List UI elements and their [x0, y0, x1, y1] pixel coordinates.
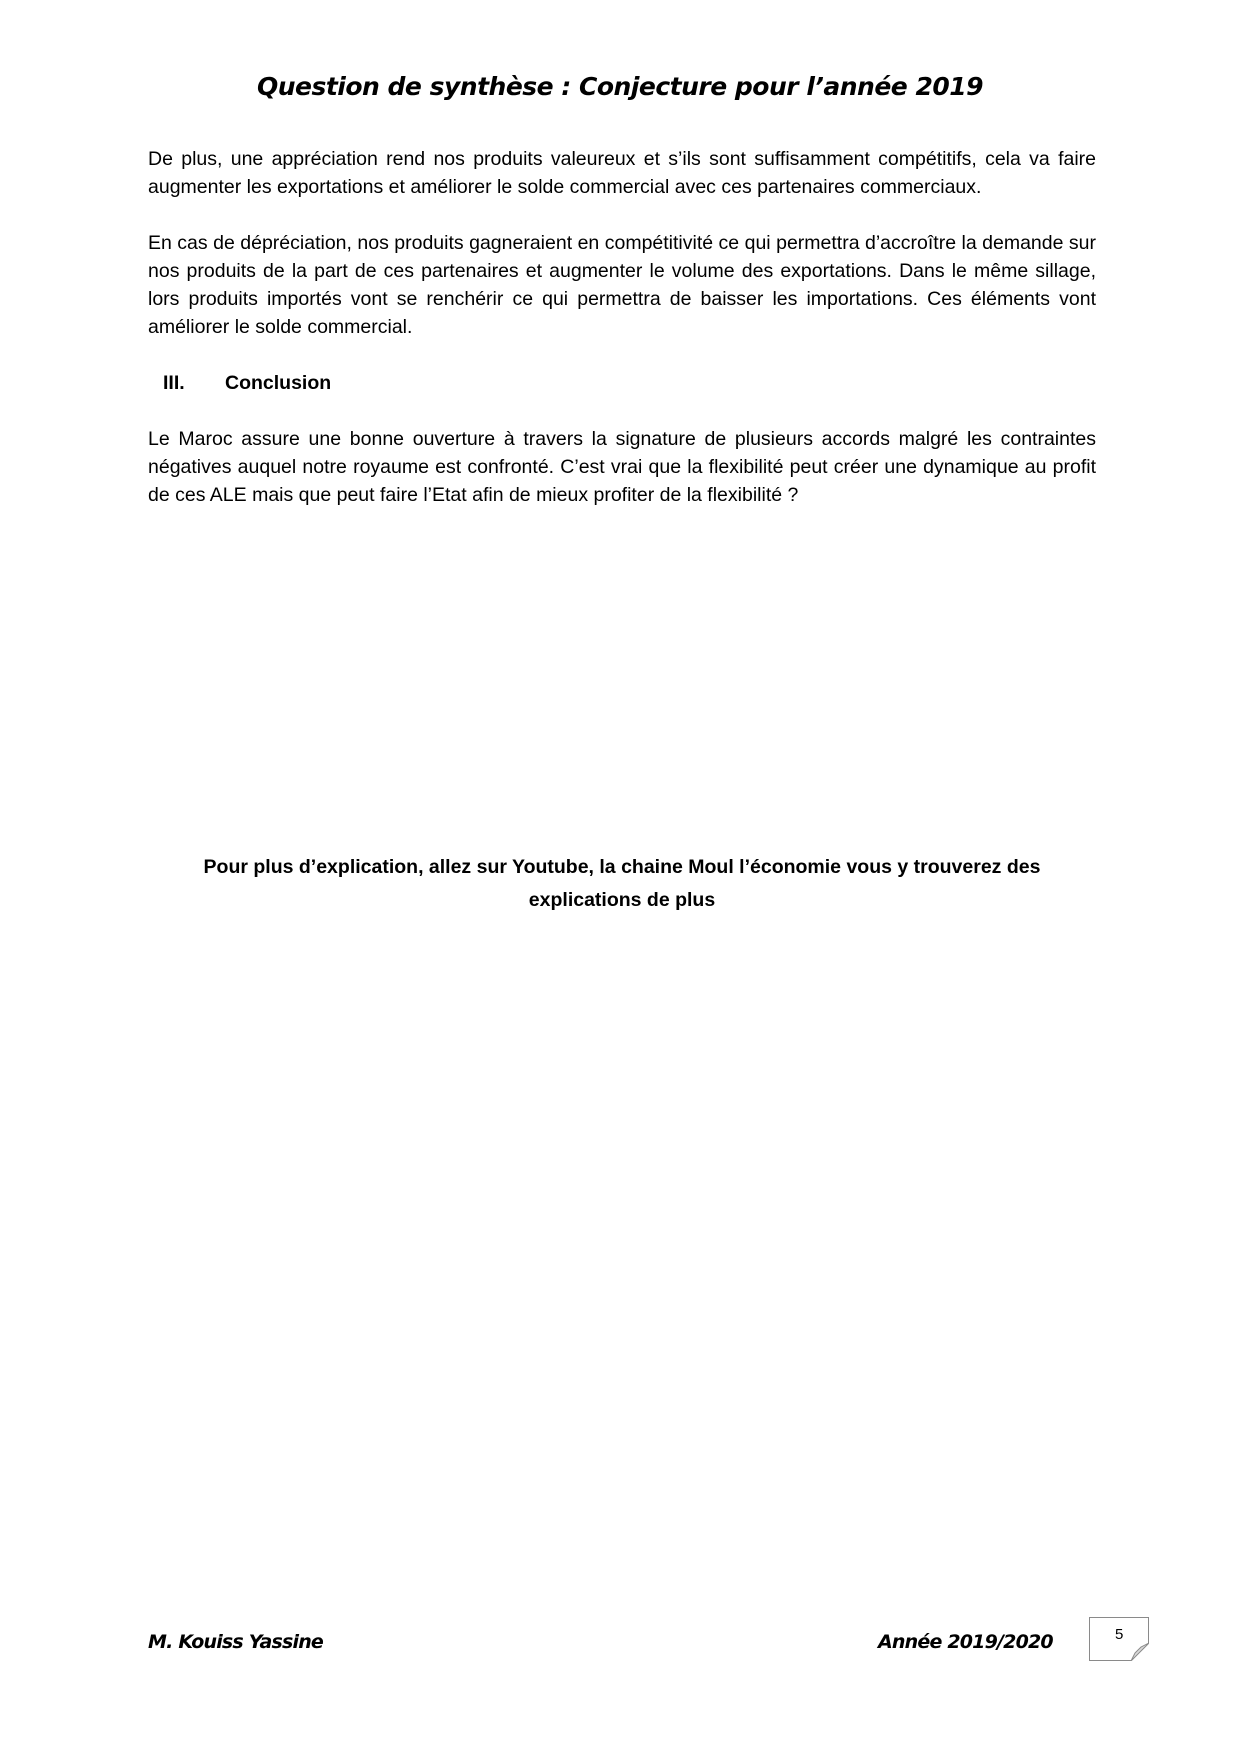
paragraph-appreciation: De plus, une appréciation rend nos produits valeureux et s’ils sont suffisamment compétitifs, cela va faire augmenter les exportations et améliorer le solde commercial avec ces partenaires commerciaux. [148, 148, 1096, 198]
document-body [148, 145, 1096, 537]
page-curl-icon [1131, 1643, 1149, 1661]
paragraph-conclusion: Le Maroc assure une bonne ouverture à travers la signature de plusieurs accords malgré les contraintes négatives auquel notre royaume est confronté. C’est vrai que la flexibilité peut créer une dynamique au profit de ces ALE mais que peut faire l’Etat afin de mieux profiter de la flexibilité ? [148, 428, 1096, 506]
youtube-note-line-1: Pour plus d’explication, allez sur Youtube, la chaine Moul l’économie vous y trouverez des [203, 856, 1041, 878]
page-number: 5 [1115, 1626, 1124, 1643]
youtube-note [148, 851, 1096, 917]
section-number: III. [163, 372, 185, 394]
section-heading-conclusion [148, 369, 1096, 397]
section-title: Conclusion [225, 372, 332, 394]
paragraph-depreciation: En cas de dépréciation, nos produits gagneraient en compétitivité ce qui permettra d’accroître la demande sur nos produits de la part de ces partenaires et augmenter le volume des exportations. Dans le même sillage, lors produits importés vont se renchérir ce qui permettra de baisser les importations. Ces éléments vont améliorer le solde commercial. [148, 232, 1096, 338]
page-number-box [1089, 1617, 1149, 1661]
footer-author: M. Kouiss Yassine [148, 1631, 324, 1653]
youtube-note-line-2: explications de plus [528, 889, 716, 911]
page-title: Question de synthèse : Conjecture pour l’année 2019 [256, 72, 984, 101]
footer-year: Année 2019/2020 [878, 1631, 1053, 1653]
